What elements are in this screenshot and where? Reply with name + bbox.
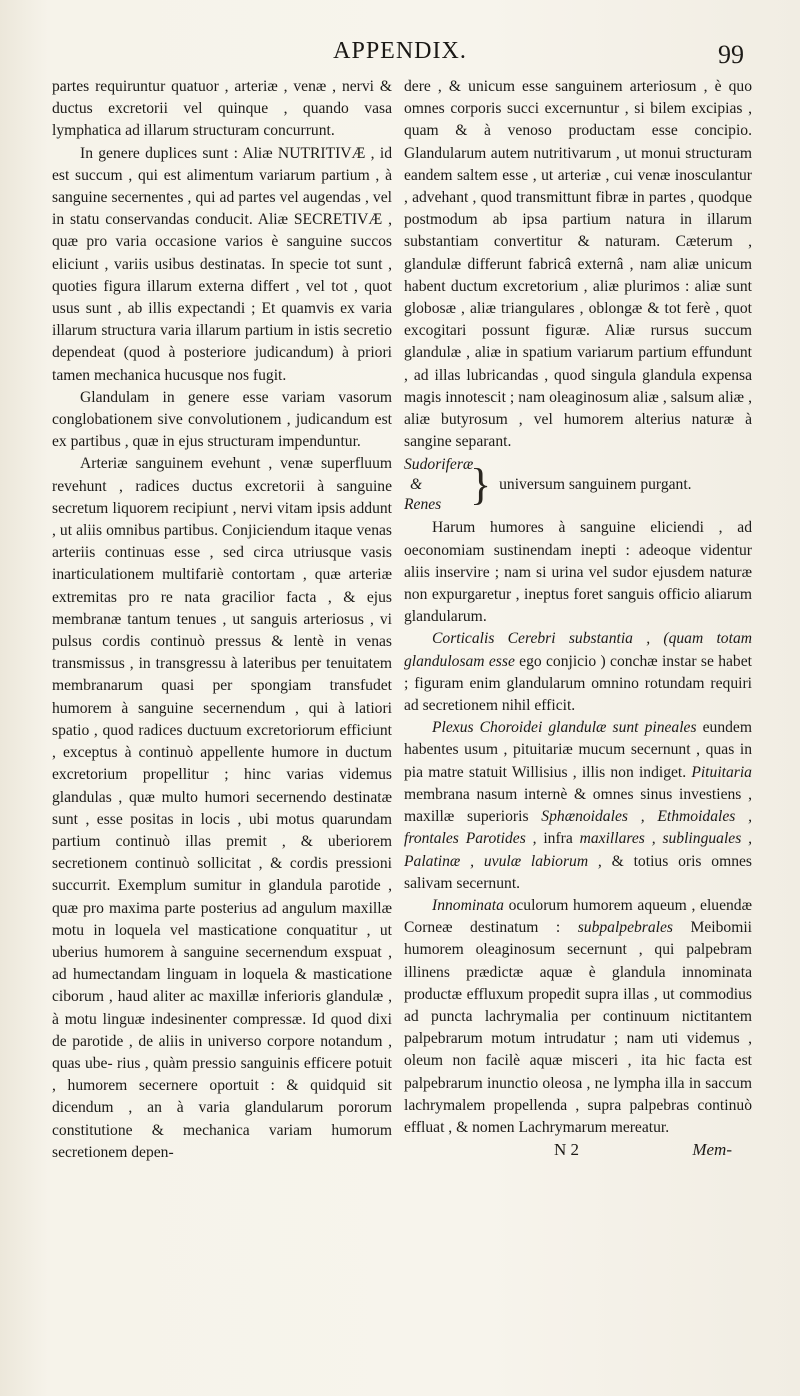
right-column — [404, 76, 752, 1161]
bracket-labels — [404, 455, 474, 515]
bracket-text: universum sanguinem purgant. — [499, 476, 692, 494]
sinus-terms: Sphænoidales , Ethmoidales , frontales Parotides , — [404, 808, 752, 848]
page-footer — [404, 1139, 752, 1161]
bracket-label-and: & — [410, 476, 423, 494]
left-paragraph-3: Glandulam in genere esse variam vasorum conglobationem sive convolutionem , judicandum est ex partibus , quæ in ejus structuram impenduntur. — [52, 388, 392, 451]
left-paragraph-1: partes requiruntur quatuor , arteriæ , venæ , nervi & ductus excretorii vel quinque , quando vasa lymphatica ad illarum structuram concurrunt. — [52, 78, 392, 140]
right-paragraph-5 — [404, 895, 752, 1139]
left-paragraph-2: In genere duplices sunt : Aliæ NUTRITIVÆ , id est succum , qui est alimentum variarum partium , à sanguine secernentes , qui ad partes vel augendas , vel in statu conservandas conducit. Aliæ SECRETIVÆ , quæ pro varia occasione varios è sanguine succos eliciunt , variis usibus destinatas. In specie tot sunt , quoties figura illarum externa differt , vel tot , quot usus sunt , ab illis expectandi ; Et quamvis ex varia illarum structura varia illarum partium in istis secretio dependeat (quod à posteriore judicandum) à priori tamen mechanica hucusque nos fugit. — [52, 144, 392, 384]
right-paragraph-2: Harum humores à sanguine eliciendi , ad oeconomiam sustinendam inepti : adeoque videntur aliis inservire ; nam si urina vel sudor ejusdem naturæ non expurgaretur , ineptus foret sanguis officio aliarum glandularum. — [404, 519, 752, 626]
pituitaria-term: Pituitaria — [691, 763, 752, 781]
innominata-rest: oculorum humorem aqueum , eluendæ Corneæ destinatum : — [404, 896, 752, 937]
bracket-label-renes: Renes — [404, 496, 442, 514]
signature-mark: N 2 — [554, 1140, 580, 1160]
cortex-rest: ego conjicio ) conchæ instar se habet ; figuram enim glandularum omnino rotundam requiri ad secretionem nihil efficit. — [404, 652, 752, 715]
gland-terms: maxillares , sublinguales , Palatinæ , uvulæ labiorum , — [404, 830, 753, 870]
left-paragraph-4: Arteriæ sanguinem evehunt , venæ superfluum revehunt , radices ductus excretorii à sanguine secretum liquorem recipiunt , nervi vitam ipsis addunt , ut aliis omnibus partibus. Conjiciendum itaque venas arteriis continuas esse , sed circa utriusque vasis inarticulationem multifariè contortam , quæ arteriæ extremitas pro re nata gracilior facta , & ejus membranæ tantum tenues , ut sanguis arteriosus , vi pulsus cordis continuò pressus & lentè in venas transmissus , in transgressu à lateribus per tenuitatem membranarum quasi per spongiam transfudet humorem à sanguine secernendum , qui à latiori spatio , quod radices ductuum excretoriorum efficiunt , exceptus à continuò appellente humore in ductum excretorium propellitur ; hinc varias videmus glandulas , quæ multo humori secernendo destinatæ sunt , esse positas in locis , ubi motus quarundam partium continuò illas premit , & uberiorem secretionem continuò sollicitat , & cordis pressioni succurrit. Exemplum sumitur in glandula parotide , quæ pro maxima parte posterius ad angulum maxillæ motu in loquela vel masticatione conquatitur , ut uberius humorem à sanguine secernendum exspuat , ad humectandam linguam in loquela & masticatione ciborum , haud aliter ac maxillæ inferioris glandulæ , à motu linguæ indesinenter compressæ. Id quod dixi de parotide , de aliis in universo corpore notandum , quas ube- rius , quàm pressio sanguinis efficere potuit , humorem secernere oportuit : & quidquid sit dicendum , an à varia glandularum pororum constitutione & mechanica variam humorum secretionem depen- — [52, 455, 392, 1161]
subpalpebrales-term: subpalpebrales — [577, 919, 673, 937]
saliva-rest: & totius oris omnes salivam secernunt. — [404, 852, 753, 892]
meibomii-rest: Meibomii humorem oleaginosum secernunt , qui palpebram illinens prædictæ aquæ è glandula innominata productæ effluxum propedit supra illas , ut commodius ad puncta lachrymalia per continuum nictitantem palpebrarum motum intrudatur ; nam uti videmus , oleum non facilè aquæ misceri , ita hic facta est palpebrarum inunctio oleosa , ne lympha illa in saccum lachrymalem propellenda , supra palpebras continuò effluat , & nomen Lachrymarum mereatur. — [404, 919, 752, 1136]
plexus-lead: Plexus Choroidei glandulæ sunt pineales — [432, 719, 697, 737]
cortex-lead: Corticalis Cerebri substantia , (quam totam glandulosam esse — [404, 630, 752, 670]
infra-word: infra — [543, 830, 573, 848]
right-paragraph-1: dere , & unicum esse sanguinem arteriosum , è quo omnes corporis succi excernuntur , si bilem excipias , quam & à venoso productam esse concipio. Glandularum autem nutritivarum , ut monui structuram eandem saltem esse , ut arteriæ , cui venæ inosculantur , advehant , quod transmittunt fibræ in partes , quodque postmodum ab ipsa partium natura in illarum substantiam convertitur & naturam. Cæterum , glandulæ differunt fabricâ externâ , nam aliæ unicum habent ductum excretorium , aliæ plurimos : aliæ sunt globosæ , aliæ triangulares , oblongæ & tot ferè , quot excogitari possunt figuræ. Aliæ rursus succum glandulæ , aliæ in spatium variarum partium effundunt , ad illas lubricandas , quod singula glandula expensa magis innotescit ; nam oleaginosum aliæ , salsum aliæ , aliæ butyrosum , vel humorem alterius naturæ à sangine separant. — [404, 78, 752, 451]
innominata-lead: Innominata — [432, 896, 504, 914]
bracket-label-sudoriferae: Sudoriferæ — [404, 456, 474, 474]
running-head: APPENDIX. — [333, 38, 467, 64]
right-paragraph-4 — [404, 717, 752, 895]
curly-bracket-icon: } — [470, 460, 492, 510]
right-paragraph-3 — [404, 628, 752, 717]
left-column — [52, 76, 392, 1164]
bracket-note — [404, 455, 752, 515]
catchword: Mem- — [692, 1140, 732, 1160]
pituitaria-rest: membrana nasum internè & omnes sinus investiens , maxillæ superioris — [404, 785, 752, 826]
page-header — [52, 28, 748, 72]
page-number: 99 — [718, 40, 744, 69]
plexus-rest: eundem habentes usum , pituitariæ mucum secernunt , quas in pia matre statuit Willisius , illis non indiget. — [404, 719, 752, 781]
